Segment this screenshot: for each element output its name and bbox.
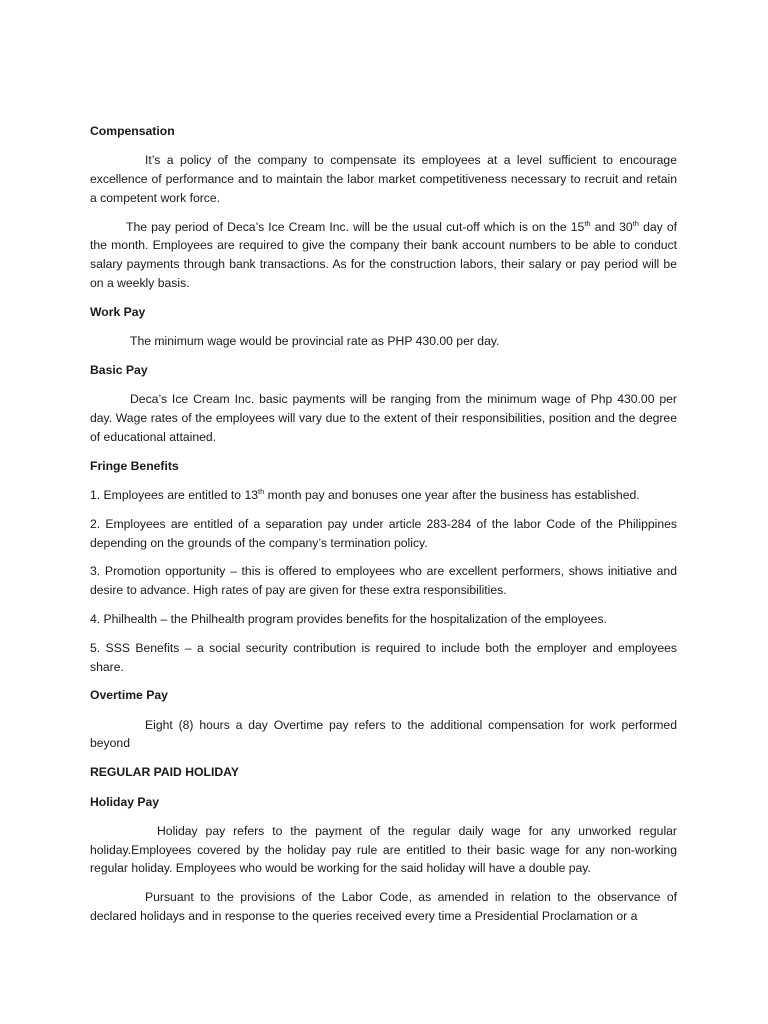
superscript-th: th xyxy=(632,218,639,228)
overtime-pay-paragraph: Eight (8) hours a day Overtime pay refers to the additional compensation for work performed beyond xyxy=(90,717,677,751)
heading-fringe-benefits: Fringe Benefits xyxy=(90,458,179,473)
fringe-item-1-text-1: 1. Employees are entitled to 13 xyxy=(90,487,259,502)
heading-work-pay: Work Pay xyxy=(90,304,146,319)
fringe-benefit-item-3: 3. Promotion opportunity – this is offered to employees who are excellent performers, shows initiative and desire to advance. High rates of pay are given for these extra responsibilities. xyxy=(90,564,677,598)
basic-pay-paragraph: Deca’s Ice Cream Inc. basic payments will be ranging from the minimum wage of Php 430.00 per day. Wage rates of the employees will vary due to the extent of their responsibilities, position and the degree of educational attained. xyxy=(90,392,677,444)
fringe-benefit-item-4: 4. Philhealth – the Philhealth program provides benefits for the hospitalization of the employees. xyxy=(90,611,607,626)
fringe-item-1-text-2: month pay and bonuses one year after the business has established. xyxy=(264,487,640,502)
holiday-pay-paragraph-1: Holiday pay refers to the payment of the regular daily wage for any unworked regular holiday.Employees covered by the holiday pay rule are entitled to their basic wage for any non-working regular holiday. Employees who would be working for the said holiday will have a double pay. xyxy=(90,823,677,876)
compensation-paragraph-1: It’s a policy of the company to compensate its employees at a level sufficient to encourage excellence of performance and to maintain the labor market competitiveness necessary to recruit and retain a competent work force. xyxy=(90,153,677,205)
heading-compensation: Compensation xyxy=(90,124,175,138)
fringe-benefit-item-2: 2. Employees are entitled of a separation pay under article 283-284 of the labor Code of the Philippines depending on the grounds of the company’s termination policy. xyxy=(90,516,677,550)
work-pay-paragraph: The minimum wage would be provincial rate as PHP 430.00 per day. xyxy=(130,334,500,349)
pay-period-text-2: and 30 xyxy=(590,219,633,234)
heading-holiday-pay: Holiday Pay xyxy=(90,794,160,809)
superscript-th: th xyxy=(258,486,265,496)
document-body xyxy=(90,122,677,936)
compensation-paragraph-2 xyxy=(90,218,677,293)
superscript-th: th xyxy=(584,218,591,228)
holiday-pay-paragraph-2: Pursuant to the provisions of the Labor Code, as amended in relation to the observance of declared holidays and in response to the queries received every time a Presidential Proclamation or a xyxy=(90,890,677,923)
fringe-benefit-item-5: 5. SSS Benefits – a social security contribution is required to include both the employer and employees share. xyxy=(90,640,677,674)
heading-basic-pay: Basic Pay xyxy=(90,362,148,377)
pay-period-text-3: day of the month. Employees are required to give the company their bank account numbers to be able to conduct salary payments through bank transactions. As for the construction labors, their salary or pay period will be on a weekly basis. xyxy=(90,219,678,291)
pay-period-text-1: The pay period of Deca’s Ice Cream Inc. will be the usual cut-off which is on the 15 xyxy=(126,219,585,234)
heading-overtime-pay: Overtime Pay xyxy=(90,688,168,703)
heading-regular-paid-holiday: REGULAR PAID HOLIDAY xyxy=(90,765,239,780)
fringe-benefit-item-1 xyxy=(90,486,677,505)
